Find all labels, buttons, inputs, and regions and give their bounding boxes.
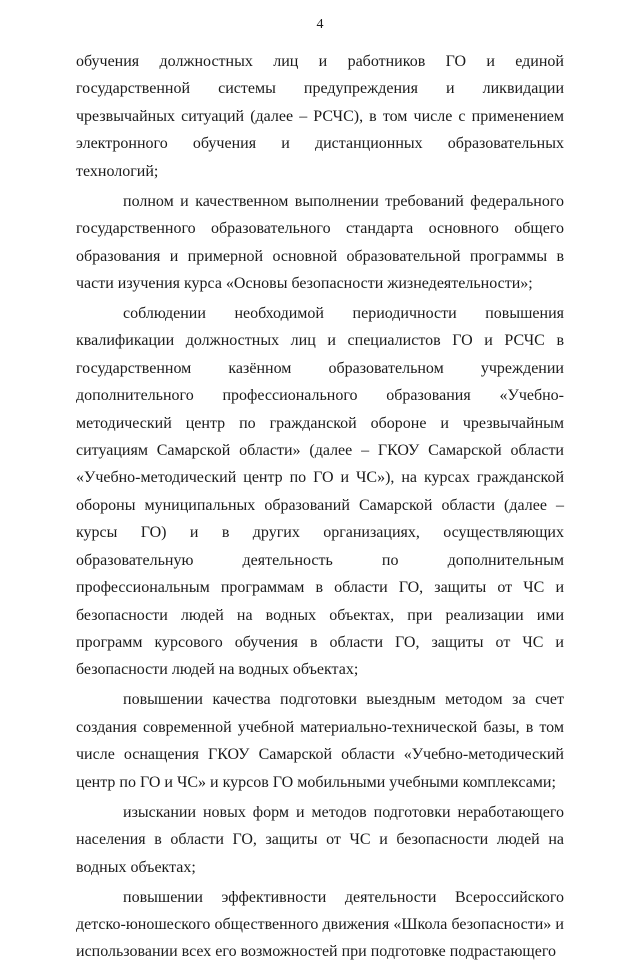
paragraph-6: повышении эффективности деятельности Всероссийского детско-юношеского общественного движения «Школа безопасности» и использовании всех его возможностей при подготовке подрастающего [76,888,564,961]
paragraph-1: обучения должностных лиц и работников ГО и единой государственной системы предупреждения и ликвидации чрезвычайных ситуаций (далее – РСЧС), в том числе с применением электронного обучения и дистанционных образовательных технологий; [76,53,564,180]
paragraph-2: полном и качественном выполнении требований федерального государственного образовательного стандарта основного общего образования и примерной основной образовательной программы в части изучения курса «Основы безопасности жизнедеятельности»; [76,192,564,292]
paragraph-5: изыскании новых форм и методов подготовки неработающего населения в области ГО, защиты от ЧС и безопасности людей на водных объектах; [76,803,564,876]
paragraph-3: соблюдении необходимой периодичности повышения квалификации должностных лиц и специалистов ГО и РСЧС в государственном казённом образовательном учреждении дополнительного профессионального образования «Учебно-методический центр по гражданской обороне и чрезвычайным ситуациям Самарской области» (далее – ГКОУ Самарской области «Учебно-методический центр по ГО и ЧС»), на курсах гражданской обороны муниципальных образований Самарской области (далее – курсы ГО) и в других организациях, осуществляющих образовательную деятельность по дополнительным профессиональным программам в области ГО, защиты от ЧС и безопасности людей на водных объектах, при реализации ими программ курсового обучения в области ГО, защиты от ЧС и безопасности людей на водных объектах; [76,305,564,679]
document-body [76,48,564,969]
page-number: 4 [316,17,324,32]
paragraph-4: повышении качества подготовки выездным методом за счет создания современной учебной материально-технической базы, в том числе оснащения ГКОУ Самарской области «Учебно-методический центр по ГО и ЧС» и курсов ГО мобильными учебными комплексами; [76,691,564,791]
